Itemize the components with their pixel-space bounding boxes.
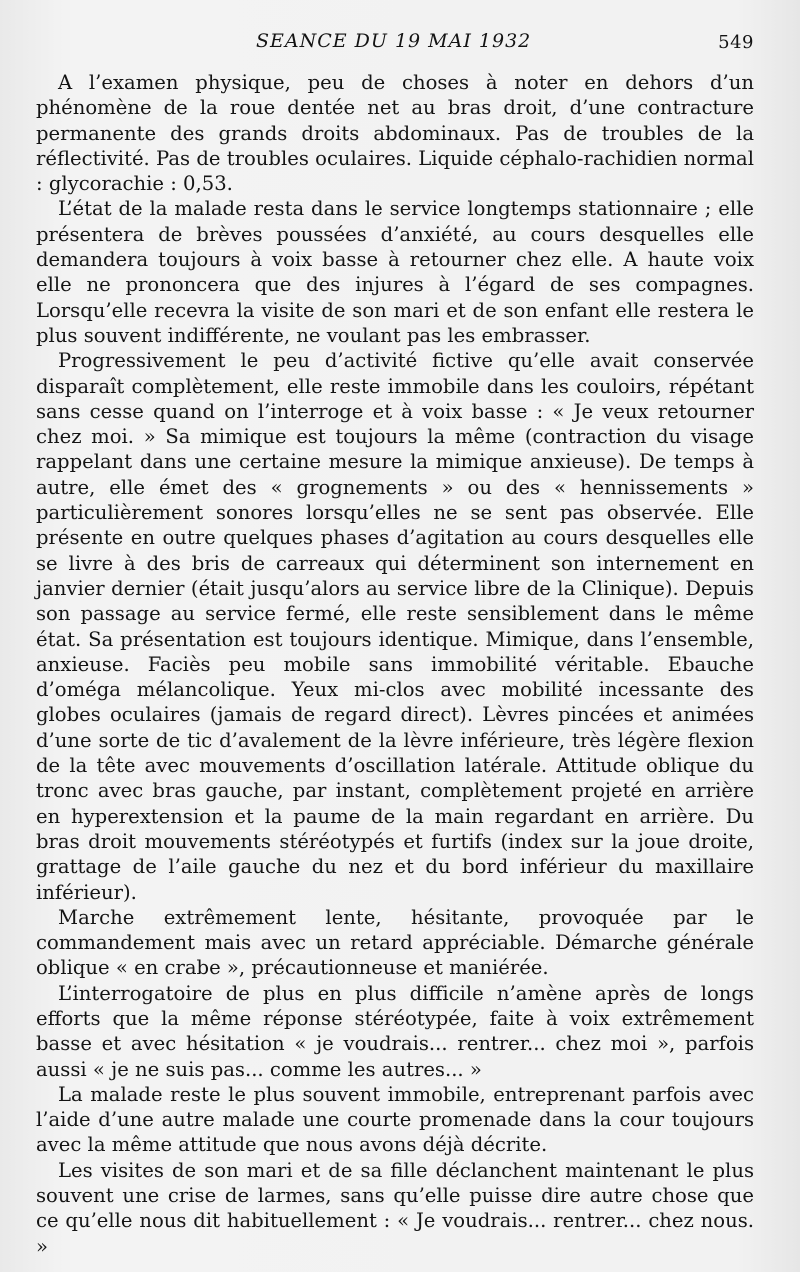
paragraph-patient-state: L’état de la malade resta dans le service longtemps stationnaire ; elle présentera de brèves poussées d’anxiété, au cours desquelles elle demandera toujours à voix basse à retourner chez elle. A haute voix elle ne prononcera que des injures à l’égard de ses compagnes. Lorsqu’elle recevra la visite de son mari et de son enfant elle restera le plus souvent indifférente, ne voulant pas les embrasser.	[36, 197, 754, 347]
page-number: 549	[718, 32, 754, 53]
paragraph-gait: Marche extrêmement lente, hésitante, provoquée par le commandement mais avec un retard appréciable. Démarche générale oblique « en crabe », précautionneuse et maniérée.	[36, 905, 754, 980]
paragraph-interrogation: L’interrogatoire de plus en plus difficile n’amène après de longs efforts que la même réponse stéréotypée, faite à voix extrêmement basse et avec hésitation « je voudrais... rentrer... chez moi », parfois aussi « je ne suis pas... comme les autres... »	[36, 981, 754, 1081]
paragraph-immobility: La malade reste le plus souvent immobile, entreprenant parfois avec l’aide d’une autre malade une courte promenade dans la cour toujours avec la même attitude que nous avons déjà décrite.	[36, 1082, 754, 1157]
paragraph-physical-exam: A l’examen physique, peu de choses à noter en dehors d’un phénomène de la roue dentée net au bras droit, d’une contracture permanente des grands droits abdominaux. Pas de troubles de la réflectivité. Pas de troubles oculaires. Liquide céphalo-rachidien normal : glycorachie : 0,53.	[36, 71, 754, 196]
paragraph-visits: Les visites de son mari et de sa fille déclanchent maintenant le plus souvent une crise de larmes, sans qu’elle puisse dire autre chose que ce qu’elle nous dit habituellement : « Je voudrais... rentrer... chez nous. »	[36, 1158, 754, 1258]
body-text	[36, 70, 754, 1259]
paragraph-progression: Progressivement le peu d’activité fictive qu’elle avait conservée disparaît complètement, elle reste immobile dans les couloirs, répétant sans cesse quand on l’interroge et à voix basse : « Je veux retourner chez moi. » Sa mimique est toujours la même (contraction du visage rappelant dans une certaine mesure la mimique anxieuse). De temps à autre, elle émet des « grognements » ou des « hennissements » particulièrement sonores lorsqu’elles ne se sent pas observée. Elle présente en outre quelques phases d’agitation au cours desquelles elle se livre à des bris de carreaux qui déterminent son internement en janvier dernier (était jusqu’alors au service libre de la Clinique). Depuis son passage au service fermé, elle reste sensiblement dans le même état. Sa présentation est toujours identique. Mimique, dans l’ensemble, anxieuse. Faciès peu mobile sans immobilité véritable. Ebauche d’oméga mélancolique. Yeux mi-clos avec mobilité incessante des globes oculaires (jamais de regard direct). Lèvres pincées et animées d’une sorte de tic d’avalement de la lèvre inférieure, très légère flexion de la tête avec mouvements d’oscillation latérale. Attitude oblique du tronc avec bras gauche, par instant, complètement projeté en arrière en hyperextension et la paume de la main regardant en arrière. Du bras droit mouvements stéréotypés et furtifs (index sur la joue droite, grattage de l’aile gauche du nez et du bord inférieur du maxillaire inférieur).	[36, 349, 754, 904]
running-title: SEANCE DU 19 MAI 1932	[256, 30, 532, 52]
page-header	[36, 30, 754, 70]
